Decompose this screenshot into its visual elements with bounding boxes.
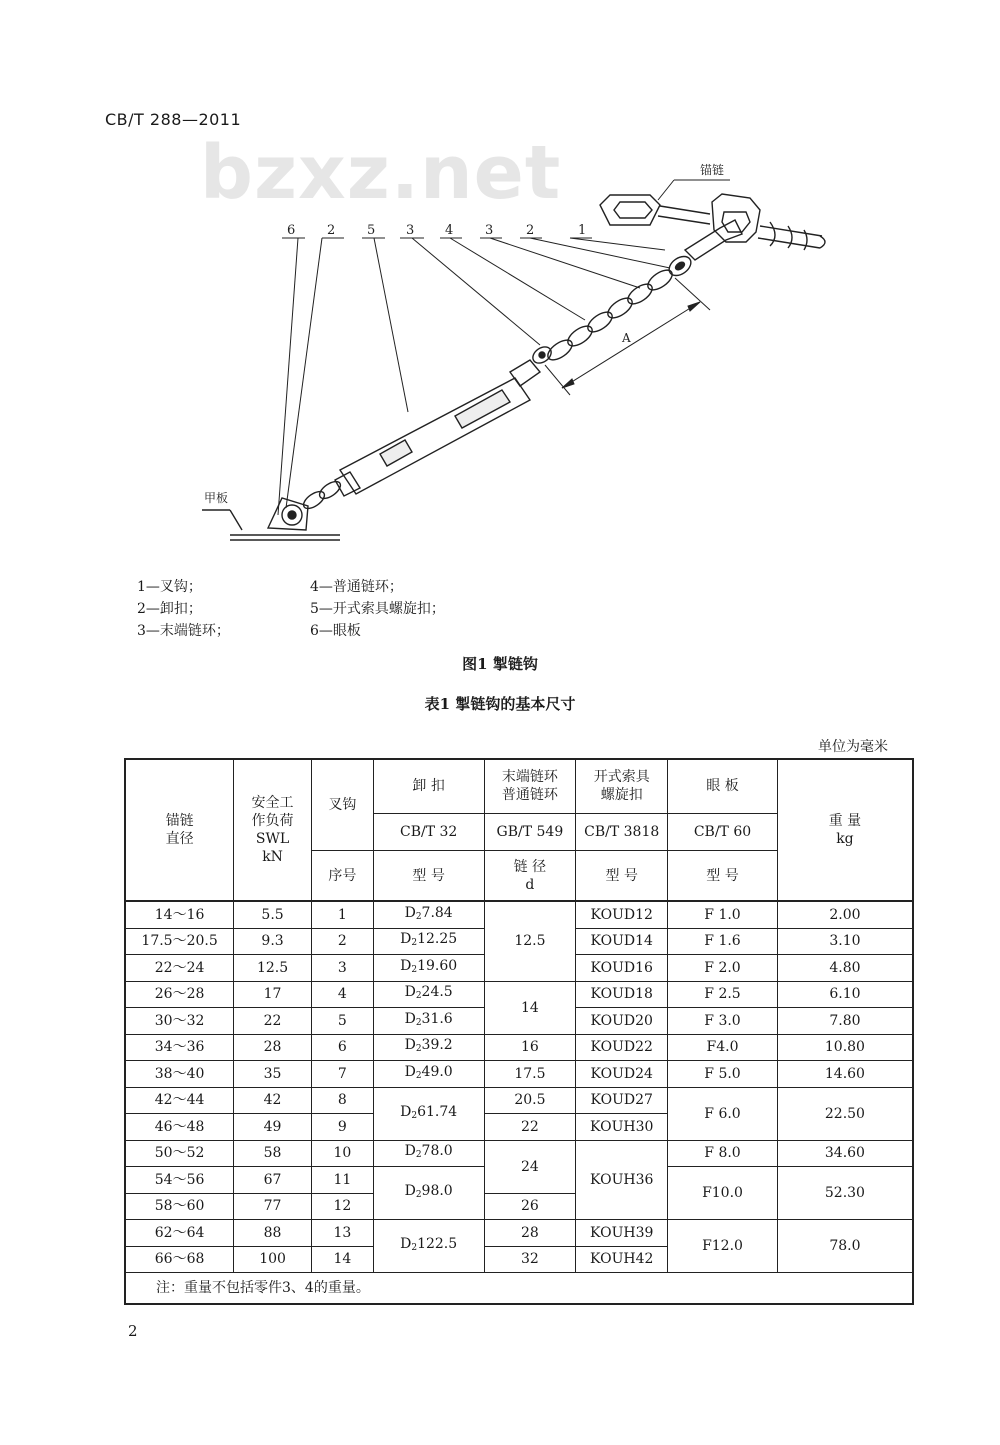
swl-cell: 22 bbox=[234, 1008, 312, 1035]
link-diameter-cell: 26 bbox=[484, 1193, 576, 1220]
shackle-model-cell: $D_298.0$ bbox=[373, 1167, 484, 1220]
table-row bbox=[125, 1140, 913, 1167]
serial-cell: 10 bbox=[311, 1140, 373, 1167]
eye-plate-model-cell: F 5.0 bbox=[668, 1061, 778, 1088]
turnbuckle-model-cell: KOUD27 bbox=[576, 1087, 668, 1114]
shackle-model-cell: $D_212.25$ bbox=[373, 928, 484, 955]
shackle-model-cell: $D_278.0$ bbox=[373, 1140, 484, 1167]
chain-diameter-cell: 30～32 bbox=[125, 1008, 234, 1035]
serial-cell: 2 bbox=[311, 928, 373, 955]
header-end-link: 末端链环 普通链环 bbox=[484, 759, 576, 813]
chain-diameter-cell: 50～52 bbox=[125, 1140, 234, 1167]
shackle-model-cell: $D_239.2$ bbox=[373, 1034, 484, 1061]
weight-cell: 6.10 bbox=[777, 981, 913, 1008]
serial-cell: 1 bbox=[311, 901, 373, 928]
leader-lines bbox=[278, 180, 730, 515]
eye-plate-model-cell: F10.0 bbox=[668, 1167, 778, 1220]
serial-cell: 12 bbox=[311, 1193, 373, 1220]
swl-cell: 28 bbox=[234, 1034, 312, 1061]
table-row bbox=[125, 901, 913, 928]
weight-cell: 4.80 bbox=[777, 955, 913, 982]
header-turnbuckle-model: 型 号 bbox=[576, 851, 668, 901]
weight-cell: 7.80 bbox=[777, 1008, 913, 1035]
swl-cell: 17 bbox=[234, 981, 312, 1008]
header-shackle: 卸 扣 bbox=[373, 759, 484, 813]
eye-plate-model-cell: F12.0 bbox=[668, 1220, 778, 1273]
legend-right bbox=[310, 576, 445, 642]
anchor-chain-drawing bbox=[600, 194, 825, 250]
weight-cell: 14.60 bbox=[777, 1061, 913, 1088]
shackle-model-cell: $D_27.84$ bbox=[373, 901, 484, 928]
turnbuckle-drawing bbox=[335, 360, 540, 496]
legend-item: 3—末端链环； bbox=[137, 623, 230, 639]
callout-4: 4 bbox=[445, 223, 454, 238]
standard-number: CB/T 288—2011 bbox=[105, 110, 242, 129]
weight-cell: 78.0 bbox=[777, 1220, 913, 1273]
deck-label: 甲板 bbox=[204, 491, 229, 505]
link-diameter-cell: 16 bbox=[484, 1034, 576, 1061]
weight-cell: 52.30 bbox=[777, 1167, 913, 1220]
serial-cell: 8 bbox=[311, 1087, 373, 1114]
table-row bbox=[125, 1087, 913, 1114]
turnbuckle-model-cell: KOUH36 bbox=[576, 1140, 668, 1220]
legend-item: 5—开式索具螺旋扣； bbox=[310, 601, 445, 617]
link-diameter-cell: 14 bbox=[484, 981, 576, 1034]
table-row bbox=[125, 981, 913, 1008]
swl-cell: 5.5 bbox=[234, 901, 312, 928]
eye-plate-model-cell: F 1.6 bbox=[668, 928, 778, 955]
header-eye-plate-std: CB/T 60 bbox=[668, 813, 778, 851]
header-chain-diameter: 锚链 直径 bbox=[125, 759, 234, 901]
link-diameter-cell: 22 bbox=[484, 1114, 576, 1141]
header-link-std: GB/T 549 bbox=[484, 813, 576, 851]
chain-diameter-cell: 46～48 bbox=[125, 1114, 234, 1141]
chain-links-drawing bbox=[530, 253, 695, 367]
chain-diameter-cell: 42～44 bbox=[125, 1087, 234, 1114]
turnbuckle-model-cell: KOUD12 bbox=[576, 901, 668, 928]
chain-diameter-cell: 34～36 bbox=[125, 1034, 234, 1061]
turnbuckle-model-cell: KOUH30 bbox=[576, 1114, 668, 1141]
serial-cell: 4 bbox=[311, 981, 373, 1008]
unit-note: 单位为毫米 bbox=[818, 739, 888, 755]
shackle-model-cell: $D_261.74$ bbox=[373, 1087, 484, 1140]
chain-diameter-cell: 66～68 bbox=[125, 1246, 234, 1273]
header-turnbuckle-std: CB/T 3818 bbox=[576, 813, 668, 851]
table-row bbox=[125, 1034, 913, 1061]
serial-cell: 9 bbox=[311, 1114, 373, 1141]
table-row bbox=[125, 1061, 913, 1088]
chain-diameter-cell: 58～60 bbox=[125, 1193, 234, 1220]
eye-plate-model-cell: F 6.0 bbox=[668, 1087, 778, 1140]
turnbuckle-model-cell: KOUD18 bbox=[576, 981, 668, 1008]
header-serial: 序号 bbox=[311, 851, 373, 901]
header-fork-hook: 叉钩 bbox=[311, 759, 373, 851]
header-swl: 安全工 作负荷 SWL kN bbox=[234, 759, 312, 901]
turnbuckle-model-cell: KOUD22 bbox=[576, 1034, 668, 1061]
chain-diameter-cell: 62～64 bbox=[125, 1220, 234, 1247]
weight-cell: 22.50 bbox=[777, 1087, 913, 1140]
shackle-model-cell: $D_224.5$ bbox=[373, 981, 484, 1008]
swl-cell: 77 bbox=[234, 1193, 312, 1220]
serial-cell: 11 bbox=[311, 1167, 373, 1194]
link-diameter-cell: 24 bbox=[484, 1140, 576, 1193]
link-diameter-cell: 28 bbox=[484, 1220, 576, 1247]
chain-diameter-cell: 17.5～20.5 bbox=[125, 928, 234, 955]
eye-plate-model-cell: F 1.0 bbox=[668, 901, 778, 928]
eye-plate-model-cell: F 8.0 bbox=[668, 1140, 778, 1167]
legend-left bbox=[137, 576, 230, 642]
swl-cell: 9.3 bbox=[234, 928, 312, 955]
lower-chain-drawing bbox=[282, 478, 343, 525]
header-eye-plate-model: 型 号 bbox=[668, 851, 778, 901]
callout-1: 1 bbox=[578, 223, 587, 238]
eye-plate-model-cell: F 2.0 bbox=[668, 955, 778, 982]
serial-cell: 13 bbox=[311, 1220, 373, 1247]
eye-plate-model-cell: F4.0 bbox=[668, 1034, 778, 1061]
chain-diameter-cell: 22～24 bbox=[125, 955, 234, 982]
chain-stopper-figure bbox=[190, 150, 840, 560]
table-row bbox=[125, 1220, 913, 1247]
swl-cell: 49 bbox=[234, 1114, 312, 1141]
link-diameter-cell: 17.5 bbox=[484, 1061, 576, 1088]
callout-5: 5 bbox=[367, 223, 376, 238]
page-number: 2 bbox=[128, 1322, 138, 1340]
shackle-model-cell: $D_219.60$ bbox=[373, 955, 484, 982]
header-shackle-model: 型 号 bbox=[373, 851, 484, 901]
turnbuckle-model-cell: KOUH39 bbox=[576, 1220, 668, 1247]
legend-item: 2—卸扣； bbox=[137, 601, 202, 617]
chain-diameter-cell: 38～40 bbox=[125, 1061, 234, 1088]
legend-item: 4—普通链环； bbox=[310, 579, 403, 595]
link-diameter-cell: 12.5 bbox=[484, 901, 576, 981]
turnbuckle-model-cell: KOUH42 bbox=[576, 1246, 668, 1273]
serial-cell: 7 bbox=[311, 1061, 373, 1088]
serial-cell: 3 bbox=[311, 955, 373, 982]
weight-cell: 3.10 bbox=[777, 928, 913, 955]
dimension-a-label: A bbox=[622, 331, 631, 345]
weight-cell: 34.60 bbox=[777, 1140, 913, 1167]
chain-diameter-cell: 54～56 bbox=[125, 1167, 234, 1194]
legend-item: 1—叉钩； bbox=[137, 579, 202, 595]
callout-6: 6 bbox=[287, 223, 296, 238]
header-eye-plate: 眼 板 bbox=[668, 759, 778, 813]
shackle-model-cell: $D_2122.5$ bbox=[373, 1220, 484, 1273]
table-caption: 表1 掣链钩的基本尺寸 bbox=[424, 695, 576, 713]
header-weight: 重 量 kg bbox=[777, 759, 913, 901]
legend-item: 6—眼板 bbox=[310, 623, 361, 639]
header-turnbuckle: 开式索具 螺旋扣 bbox=[576, 759, 668, 813]
swl-cell: 35 bbox=[234, 1061, 312, 1088]
callout-2a: 2 bbox=[327, 223, 336, 238]
eye-plate-model-cell: F 3.0 bbox=[668, 1008, 778, 1035]
swl-cell: 42 bbox=[234, 1087, 312, 1114]
eye-plate-model-cell: F 2.5 bbox=[668, 981, 778, 1008]
link-diameter-cell: 32 bbox=[484, 1246, 576, 1273]
figure-caption: 图1 掣链钩 bbox=[462, 655, 538, 673]
watermark: bzxz.net bbox=[200, 130, 562, 216]
turnbuckle-model-cell: KOUD20 bbox=[576, 1008, 668, 1035]
swl-cell: 67 bbox=[234, 1167, 312, 1194]
weight-cell: 2.00 bbox=[777, 901, 913, 928]
swl-cell: 12.5 bbox=[234, 955, 312, 982]
callout-3a: 3 bbox=[406, 223, 415, 238]
swl-cell: 88 bbox=[234, 1220, 312, 1247]
turnbuckle-model-cell: KOUD14 bbox=[576, 928, 668, 955]
chain-diameter-cell: 14～16 bbox=[125, 901, 234, 928]
header-shackle-std: CB/T 32 bbox=[373, 813, 484, 851]
turnbuckle-model-cell: KOUD16 bbox=[576, 955, 668, 982]
swl-cell: 100 bbox=[234, 1246, 312, 1273]
link-diameter-cell: 20.5 bbox=[484, 1087, 576, 1114]
header-link-diameter: 链 径 d bbox=[484, 851, 576, 901]
table-note: 注：重量不包括零件3、4的重量。 bbox=[125, 1273, 913, 1305]
serial-cell: 5 bbox=[311, 1008, 373, 1035]
shackle-model-cell: $D_249.0$ bbox=[373, 1061, 484, 1088]
callout-3b: 3 bbox=[485, 223, 494, 238]
serial-cell: 14 bbox=[311, 1246, 373, 1273]
dimensions-table bbox=[124, 758, 914, 1305]
serial-cell: 6 bbox=[311, 1034, 373, 1061]
callout-2b: 2 bbox=[526, 223, 535, 238]
shackle-model-cell: $D_231.6$ bbox=[373, 1008, 484, 1035]
chain-diameter-cell: 26～28 bbox=[125, 981, 234, 1008]
swl-cell: 58 bbox=[234, 1140, 312, 1167]
anchor-chain-label: 锚链 bbox=[700, 163, 725, 177]
weight-cell: 10.80 bbox=[777, 1034, 913, 1061]
turnbuckle-model-cell: KOUD24 bbox=[576, 1061, 668, 1088]
